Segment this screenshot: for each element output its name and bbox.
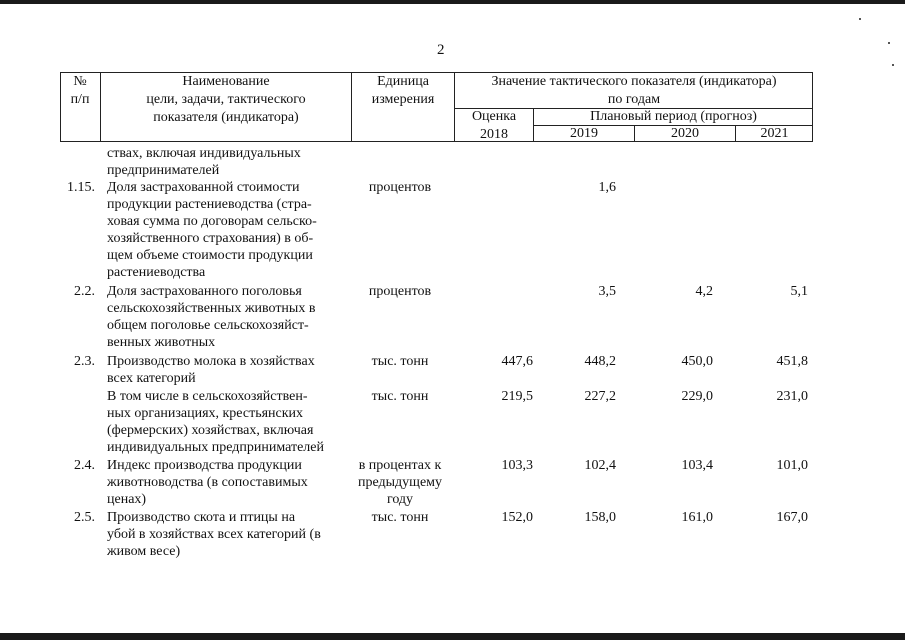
row-name-line: предпринимателей	[107, 163, 220, 178]
row-value-2021: 167,0	[776, 510, 808, 525]
row-value-2020: 4,2	[695, 284, 713, 299]
row-name	[107, 457, 346, 508]
row-unit-line: предыдущему	[357, 475, 443, 490]
row-name-line: венных животных	[107, 335, 216, 350]
row-name-line: (фермерских) хозяйствах, включая	[107, 423, 314, 438]
row-name-line: ховая сумма по договорам сельско-	[107, 214, 317, 229]
header-col-plan: Плановый период (прогноз)	[590, 109, 757, 124]
header-text: по годам	[607, 92, 661, 107]
row-value-2021: 231,0	[776, 389, 808, 404]
row-name	[107, 353, 346, 387]
row-unit-line: в процентах к	[358, 458, 442, 473]
row-name-line: сельскохозяйственных животных в	[107, 301, 316, 316]
header-text: №	[73, 74, 87, 89]
row-name-line: Доля застрахованного поголовья	[107, 284, 302, 299]
row-name-line: растениеводства	[107, 265, 206, 280]
row-number: 2.4.	[74, 458, 95, 473]
header-text: цели, задачи, тактического	[146, 92, 306, 107]
row-unit: процентов	[368, 180, 432, 195]
scan-speck	[888, 42, 890, 44]
header-col-name	[101, 73, 351, 127]
header-text: Единица	[377, 74, 429, 89]
header-year-2019: 2019	[570, 126, 598, 141]
row-name-line: убой в хозяйствах всех категорий (в	[107, 527, 321, 542]
scan-top-border	[0, 0, 905, 4]
row-name	[107, 283, 346, 351]
header-text: показателя (индикатора)	[153, 110, 299, 125]
row-value-2020: 161,0	[681, 510, 713, 525]
page-number: 2	[437, 42, 445, 58]
row-unit-line: году	[386, 492, 414, 507]
row-value-2018: 219,5	[501, 389, 533, 404]
row-name-line: продукции растениеводства (стра-	[107, 197, 312, 212]
row-value-2018: 152,0	[501, 510, 533, 525]
row-name-line: щем объеме стоимости продукции	[107, 248, 313, 263]
row-name-line: индивидуальных предпринимателей	[107, 440, 324, 455]
row-name-line: животноводства (в сопоставимых	[107, 475, 308, 490]
row-value-2019: 102,4	[584, 458, 616, 473]
header-col-value	[455, 73, 813, 109]
row-name-line: Индекс производства продукции	[107, 458, 302, 473]
row-value-2018: 103,3	[501, 458, 533, 473]
row-name-line: ценах)	[107, 492, 147, 507]
header-year-2020: 2020	[671, 126, 699, 141]
header-year-2021: 2021	[760, 126, 789, 141]
row-name-line: Производство молока в хозяйствах	[107, 354, 315, 369]
header-text: Значение тактического показателя (индикатора)	[491, 74, 777, 89]
row-number: 2.2.	[74, 284, 95, 299]
header-col-estimate	[455, 108, 533, 144]
header-text: Наименование	[182, 74, 270, 89]
header-col-unit	[352, 73, 454, 109]
row-value-2018: 447,6	[501, 354, 533, 369]
row-unit: процентов	[368, 284, 432, 299]
row-name-line: живом весе)	[107, 544, 181, 559]
row-unit: тыс. тонн	[371, 354, 429, 369]
row-unit	[350, 457, 450, 508]
row-name-line: Производство скота и птицы на	[107, 510, 296, 525]
row-name	[107, 509, 346, 560]
row-name-line: ных организациях, крестьянских	[107, 406, 304, 421]
row-name	[107, 145, 346, 179]
row-value-2019: 1,6	[598, 180, 616, 195]
row-value-2021: 5,1	[790, 284, 808, 299]
row-value-2021: 101,0	[776, 458, 808, 473]
row-value-2019: 158,0	[584, 510, 616, 525]
row-name	[107, 179, 346, 281]
row-name-line: общем поголовье сельскохозяйст-	[107, 318, 309, 333]
scan-bottom-border	[0, 633, 905, 640]
scan-speck	[859, 18, 861, 20]
row-number: 1.15.	[67, 180, 95, 195]
header-col-number	[60, 73, 100, 109]
row-value-2019: 3,5	[598, 284, 616, 299]
row-value-2020: 103,4	[681, 458, 713, 473]
header-text: измерения	[371, 92, 435, 107]
row-value-2019: 448,2	[584, 354, 616, 369]
row-value-2021: 451,8	[776, 354, 808, 369]
row-name	[107, 388, 346, 456]
row-value-2019: 227,2	[584, 389, 616, 404]
row-name-line: ствах, включая индивидуальных	[107, 146, 301, 161]
row-unit: тыс. тонн	[371, 389, 429, 404]
row-name-line: В том числе в сельскохозяйствен-	[107, 389, 308, 404]
row-name-line: хозяйственного страхования) в об-	[107, 231, 314, 246]
row-name-line: Доля застрахованной стоимости	[107, 180, 300, 195]
row-value-2020: 229,0	[681, 389, 713, 404]
row-name-line: всех категорий	[107, 371, 196, 386]
row-number: 2.3.	[74, 354, 95, 369]
header-text: 2018	[480, 127, 508, 142]
row-value-2020: 450,0	[681, 354, 713, 369]
row-number: 2.5.	[74, 510, 95, 525]
row-unit: тыс. тонн	[371, 510, 429, 525]
scan-speck	[892, 64, 894, 66]
header-text: п/п	[70, 92, 90, 107]
header-text: Оценка	[471, 109, 517, 124]
